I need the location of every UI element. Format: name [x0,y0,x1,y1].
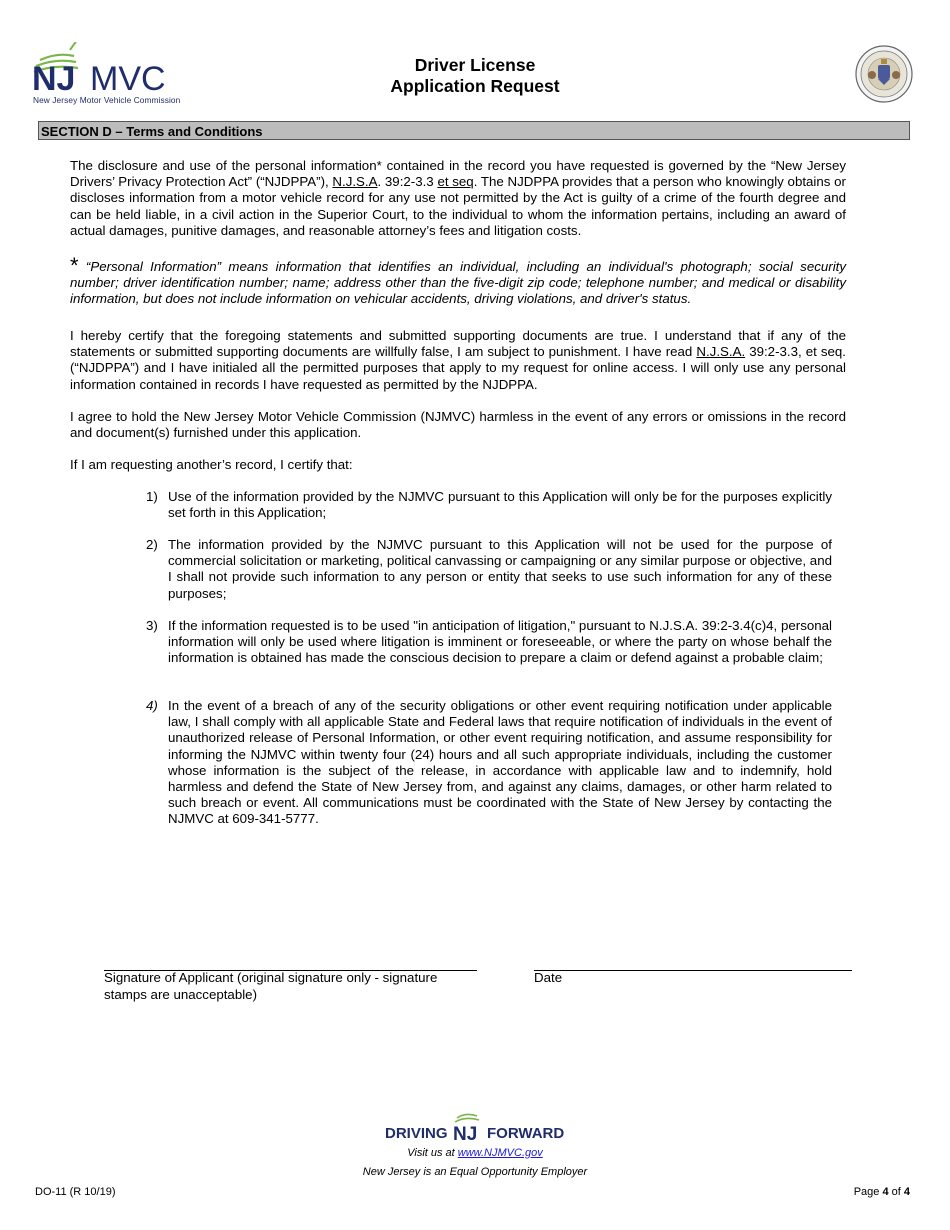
logo-subtitle: New Jersey Motor Vehicle Commission [33,95,181,105]
njmvc-website-link[interactable]: www.NJMVC.gov [457,1147,543,1159]
page-of: of [888,1186,904,1198]
list-number: 1) [146,489,158,504]
certify-statute: N.J.S.A. [696,344,746,360]
disclosure-paragraph [70,158,846,239]
disclosure-statute: N.J.S.A [332,174,378,190]
driving-forward-logo [383,1112,567,1144]
list-text: If the information requested is to be used "in anticipation of litigation," pursuant to N.J.S.A. 39:2-3.4(c)4, personal information will only be used where litigation is imminent or foreseeable, or where the party on whose behalf the information is obtained has made the conscious decision to prepare a claim or defend against a probable claim; [168,618,832,666]
logo-mvc: MVC [90,60,166,94]
slogan-right: FORWARD [487,1125,565,1142]
list-number: 3) [146,618,158,633]
list-number: 2) [146,537,158,552]
footnote-asterisk: * [70,253,79,278]
footnote-text: “Personal Information” means information that identifies an individual, including an individual's photograph; social security number; driver identification number; name; address other than the five-digit zip code; telephone number; and medical or disability information, but does not include information on vehicular accidents, driving violations, and driver's status. [70,259,846,307]
certification-paragraph [70,328,846,393]
date-label: Date [534,970,563,985]
list-text: In the event of a breach of any of the security obligations or other event requiring notification under applicable law, I shall comply with all applicable State and Federal laws that require notification of individuals in the event of unauthorized release of Personal Information, or other event requiring notification, and assume responsibility for informing the NJMVC within twenty four (24) hours and all such appropriate individuals, including the customer whose information is the subject of the release, in accordance with applicable law and to indemnify, hold harmless and defend the State of New Jersey from, and against any claims, damages, or other harm related to such breach or event. All communications must be coordinated with the State of New Jersey by contacting the NJMVC at 609-341-5777. [168,698,832,827]
disclosure-et-seq: et seq [437,174,474,190]
applicant-signature-label: Signature of Applicant (original signature only - signature stamps are unacceptable) [104,970,438,1002]
harmless-paragraph: I agree to hold the New Jersey Motor Vehicle Commission (NJMVC) harmless in the event of any errors or omissions in the record and document(s) furnished under this application. [70,409,846,441]
logo-nj: NJ [32,60,76,94]
state-seal-icon [855,45,913,103]
page-prefix: Page [853,1186,883,1198]
equal-opportunity-line: New Jersey is an Equal Opportunity Employer [362,1166,588,1178]
list-text: The information provided by the NJMVC pursuant to this Application will not be used for the purpose of commercial solicitation or marketing, political canvassing or campaigning or any similar purpose or objective, and I shall not provide such information to any person or entity that seeks to use such information for any of these purposes; [168,537,832,601]
visit-prefix: Visit us at [407,1147,458,1159]
disclosure-text-a: The disclosure and use of the personal information* contained in the record you have requested is governed by the “New Jersey Drivers’ Privacy Protection Act” (“NJDPPA”), [70,158,846,190]
certify-text-a: I hereby certify that the foregoing statements and submitted supporting documents are true. I understand that if any of the statements or submitted supporting documents are willfully false, I am subject to punishment. I have read [70,328,846,360]
title-line-2: Application Request [390,76,560,96]
form-id: DO-11 (R 10/19) [35,1186,116,1198]
disclosure-text-b: . 39:2-3.3 [377,174,438,190]
section-heading: SECTION D – Terms and Conditions [41,124,263,139]
page-total: 4 [903,1186,910,1198]
slogan-left: DRIVING [385,1125,448,1142]
date-signature-line[interactable] [534,970,852,971]
list-number: 4) [146,698,158,713]
page-title [0,55,950,97]
visit-line [0,1147,950,1159]
page-number [854,1186,910,1198]
list-text: Use of the information provided by the NJMVC pursuant to this Application will only be for the purposes explicitly set forth in this Application; [168,489,832,521]
disclosure-text-c: . The NJDPPA provides that a person who knowingly obtains or discloses information from a motor vehicle record for any use not permitted by the Act is guilty of a crime of the fourth degree and can be held liable, in a civil action in the Superior Court, to the individual to whom the information pertains, including an award of actual damages, punitive damages, and reasonable attorney’s fees and litigation costs. [70,174,846,238]
certify-text-b: 39:2-3.3, et seq. (“NJDPPA”) and I have initialed all the permitted purposes that apply to my request for online access. I will only use any personal information contained in records I have requested as permitted by the NJDPPA. [70,344,846,392]
page-current: 4 [882,1186,889,1198]
slogan-mid: NJ [453,1124,478,1144]
another-record-intro: If I am requesting another’s record, I certify that: [70,457,353,472]
section-heading-bar [38,121,910,140]
personal-information-footnote [70,253,846,308]
title-line-1: Driver License [414,55,536,75]
